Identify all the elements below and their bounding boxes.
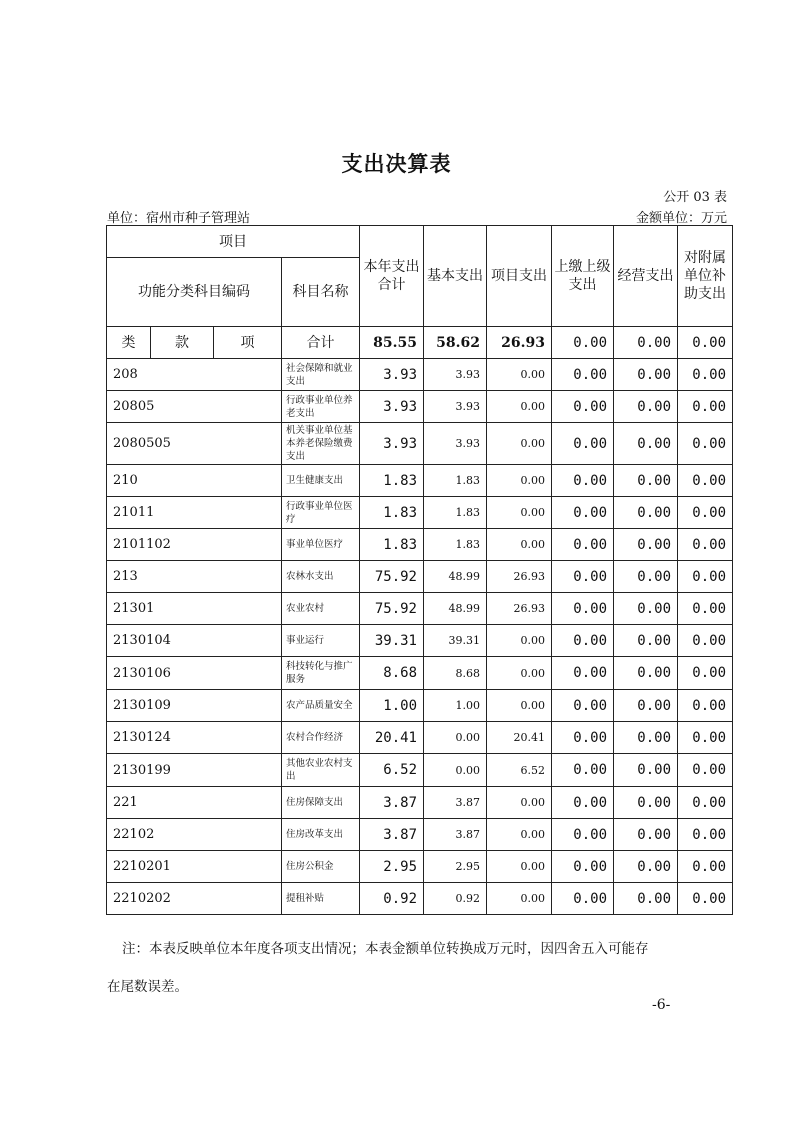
table-row <box>107 423 733 465</box>
form-code: 公开 03 表 <box>663 190 727 205</box>
row-project: 0.00 <box>487 423 552 465</box>
row-upper: 0.00 <box>552 561 614 593</box>
header-project-expenditure: 项目支出 <box>487 226 552 327</box>
sum-label: 合计 <box>282 327 360 359</box>
row-upper: 0.00 <box>552 787 614 819</box>
table-row <box>107 787 733 819</box>
row-upper: 0.00 <box>552 722 614 754</box>
row-business: 0.00 <box>614 391 678 423</box>
row-basic: 1.00 <box>424 690 487 722</box>
header-kuan: 款 <box>151 327 214 359</box>
row-total: 39.31 <box>360 625 424 657</box>
amount-unit-label: 金额单位：万元 <box>635 211 727 226</box>
row-business: 0.00 <box>614 722 678 754</box>
row-subsidiary: 0.00 <box>678 754 733 787</box>
table-row <box>107 561 733 593</box>
row-subsidiary: 0.00 <box>678 851 733 883</box>
row-subject-name: 行政事业单位养老支出 <box>282 391 360 423</box>
row-subsidiary: 0.00 <box>678 657 733 690</box>
header-basic: 基本支出 <box>424 226 487 327</box>
note-line-1: 注：本表反映单位本年度各项支出情况；本表金额单位转换成万元时，因四舍五入可能存 <box>122 941 649 957</box>
table-row <box>107 593 733 625</box>
row-code: 221 <box>107 787 282 819</box>
row-code: 213 <box>107 561 282 593</box>
row-basic: 48.99 <box>424 593 487 625</box>
header-subsidiary: 对附属单位补助支出 <box>678 226 733 327</box>
row-subsidiary: 0.00 <box>678 690 733 722</box>
table-row <box>107 819 733 851</box>
table-row <box>107 657 733 690</box>
row-project: 0.00 <box>487 787 552 819</box>
row-subject-name: 其他农业农村支出 <box>282 754 360 787</box>
row-business: 0.00 <box>614 754 678 787</box>
row-total: 3.93 <box>360 423 424 465</box>
row-upper: 0.00 <box>552 529 614 561</box>
sum-business: 0.00 <box>614 327 678 359</box>
row-basic: 3.93 <box>424 423 487 465</box>
sum-basic: 58.62 <box>424 327 487 359</box>
row-subject-name: 农村合作经济 <box>282 722 360 754</box>
row-code: 2101102 <box>107 529 282 561</box>
row-basic: 0.00 <box>424 722 487 754</box>
row-subsidiary: 0.00 <box>678 722 733 754</box>
row-subject-name: 卫生健康支出 <box>282 465 360 497</box>
row-code: 2210201 <box>107 851 282 883</box>
table-row <box>107 690 733 722</box>
row-total: 3.93 <box>360 391 424 423</box>
row-upper: 0.00 <box>552 423 614 465</box>
row-business: 0.00 <box>614 787 678 819</box>
header-business: 经营支出 <box>614 226 678 327</box>
row-subsidiary: 0.00 <box>678 561 733 593</box>
row-code: 208 <box>107 359 282 391</box>
table-row <box>107 722 733 754</box>
row-code: 21301 <box>107 593 282 625</box>
row-basic: 3.93 <box>424 359 487 391</box>
row-code: 2130104 <box>107 625 282 657</box>
row-upper: 0.00 <box>552 359 614 391</box>
row-upper: 0.00 <box>552 851 614 883</box>
row-subject-name: 农业农村 <box>282 593 360 625</box>
row-subsidiary: 0.00 <box>678 497 733 529</box>
row-basic: 8.68 <box>424 657 487 690</box>
page-title: 支出决算表 <box>341 152 452 176</box>
header-total: 本年支出合计 <box>360 226 424 327</box>
row-project: 0.00 <box>487 819 552 851</box>
row-subsidiary: 0.00 <box>678 529 733 561</box>
row-project: 26.93 <box>487 593 552 625</box>
row-business: 0.00 <box>614 465 678 497</box>
row-business: 0.00 <box>614 819 678 851</box>
unit-label: 单位：宿州市种子管理站 <box>107 211 251 226</box>
table-row <box>107 529 733 561</box>
header-project: 项目 <box>107 226 360 258</box>
header-xiang: 项 <box>214 327 282 359</box>
row-code: 2130106 <box>107 657 282 690</box>
sum-subsidiary: 0.00 <box>678 327 733 359</box>
row-basic: 1.83 <box>424 529 487 561</box>
row-code: 210 <box>107 465 282 497</box>
row-code: 21011 <box>107 497 282 529</box>
row-subject-name: 农产品质量安全 <box>282 690 360 722</box>
row-upper: 0.00 <box>552 391 614 423</box>
table-row <box>107 625 733 657</box>
row-code: 2130124 <box>107 722 282 754</box>
row-subject-name: 农林水支出 <box>282 561 360 593</box>
sum-upper: 0.00 <box>552 327 614 359</box>
row-project: 0.00 <box>487 851 552 883</box>
row-business: 0.00 <box>614 561 678 593</box>
row-subsidiary: 0.00 <box>678 465 733 497</box>
row-subsidiary: 0.00 <box>678 625 733 657</box>
row-basic: 3.87 <box>424 787 487 819</box>
row-project: 0.00 <box>487 497 552 529</box>
row-subject-name: 机关事业单位基本养老保险缴费支出 <box>282 423 360 465</box>
row-upper: 0.00 <box>552 754 614 787</box>
row-upper: 0.00 <box>552 819 614 851</box>
row-upper: 0.00 <box>552 883 614 915</box>
table-row <box>107 497 733 529</box>
table-row <box>107 465 733 497</box>
row-project: 0.00 <box>487 883 552 915</box>
row-upper: 0.00 <box>552 497 614 529</box>
row-subject-name: 事业单位医疗 <box>282 529 360 561</box>
sum-total: 85.55 <box>360 327 424 359</box>
row-project: 6.52 <box>487 754 552 787</box>
row-project: 0.00 <box>487 625 552 657</box>
row-total: 1.00 <box>360 690 424 722</box>
expenditure-table <box>106 225 733 915</box>
row-basic: 1.83 <box>424 497 487 529</box>
row-subsidiary: 0.00 <box>678 883 733 915</box>
table-row <box>107 851 733 883</box>
row-subsidiary: 0.00 <box>678 787 733 819</box>
row-basic: 1.83 <box>424 465 487 497</box>
row-project: 0.00 <box>487 391 552 423</box>
row-project: 0.00 <box>487 359 552 391</box>
row-business: 0.00 <box>614 625 678 657</box>
row-code: 2080505 <box>107 423 282 465</box>
row-upper: 0.00 <box>552 690 614 722</box>
row-total: 1.83 <box>360 497 424 529</box>
row-total: 1.83 <box>360 529 424 561</box>
row-project: 0.00 <box>487 690 552 722</box>
row-project: 0.00 <box>487 465 552 497</box>
row-subject-name: 事业运行 <box>282 625 360 657</box>
row-business: 0.00 <box>614 593 678 625</box>
header-func-code: 功能分类科目编码 <box>107 258 282 327</box>
row-basic: 3.93 <box>424 391 487 423</box>
row-subsidiary: 0.00 <box>678 391 733 423</box>
row-total: 1.83 <box>360 465 424 497</box>
row-upper: 0.00 <box>552 465 614 497</box>
row-total: 8.68 <box>360 657 424 690</box>
row-business: 0.00 <box>614 883 678 915</box>
row-subject-name: 行政事业单位医疗 <box>282 497 360 529</box>
row-project: 0.00 <box>487 657 552 690</box>
row-subject-name: 住房改革支出 <box>282 819 360 851</box>
header-subject-name: 科目名称 <box>282 258 360 327</box>
note-line-2: 在尾数误差。 <box>107 979 188 995</box>
table-row <box>107 359 733 391</box>
row-subsidiary: 0.00 <box>678 423 733 465</box>
row-total: 3.93 <box>360 359 424 391</box>
row-subject-name: 社会保障和就业支出 <box>282 359 360 391</box>
row-upper: 0.00 <box>552 625 614 657</box>
row-business: 0.00 <box>614 690 678 722</box>
row-business: 0.00 <box>614 359 678 391</box>
header-lei: 类 <box>107 327 151 359</box>
header-upper: 上缴上级支出 <box>552 226 614 327</box>
row-basic: 0.92 <box>424 883 487 915</box>
row-subsidiary: 0.00 <box>678 819 733 851</box>
row-subject-name: 提租补贴 <box>282 883 360 915</box>
row-subsidiary: 0.00 <box>678 593 733 625</box>
row-basic: 48.99 <box>424 561 487 593</box>
row-business: 0.00 <box>614 851 678 883</box>
row-total: 6.52 <box>360 754 424 787</box>
row-total: 20.41 <box>360 722 424 754</box>
row-code: 2130199 <box>107 754 282 787</box>
row-basic: 3.87 <box>424 819 487 851</box>
row-code: 20805 <box>107 391 282 423</box>
row-business: 0.00 <box>614 423 678 465</box>
table-row <box>107 754 733 787</box>
row-upper: 0.00 <box>552 657 614 690</box>
row-code: 2210202 <box>107 883 282 915</box>
row-total: 3.87 <box>360 787 424 819</box>
row-subsidiary: 0.00 <box>678 359 733 391</box>
table-row <box>107 883 733 915</box>
row-basic: 2.95 <box>424 851 487 883</box>
row-total: 75.92 <box>360 561 424 593</box>
row-subject-name: 科技转化与推广服务 <box>282 657 360 690</box>
row-basic: 0.00 <box>424 754 487 787</box>
row-code: 2130109 <box>107 690 282 722</box>
row-business: 0.00 <box>614 529 678 561</box>
row-project: 20.41 <box>487 722 552 754</box>
row-upper: 0.00 <box>552 593 614 625</box>
page-number: -6- <box>652 997 671 1013</box>
row-business: 0.00 <box>614 497 678 529</box>
row-business: 0.00 <box>614 657 678 690</box>
row-project: 26.93 <box>487 561 552 593</box>
row-total: 3.87 <box>360 819 424 851</box>
row-subject-name: 住房公积金 <box>282 851 360 883</box>
row-subject-name: 住房保障支出 <box>282 787 360 819</box>
row-total: 0.92 <box>360 883 424 915</box>
row-code: 22102 <box>107 819 282 851</box>
sum-project: 26.93 <box>487 327 552 359</box>
row-project: 0.00 <box>487 529 552 561</box>
row-basic: 39.31 <box>424 625 487 657</box>
table-row <box>107 391 733 423</box>
row-total: 75.92 <box>360 593 424 625</box>
row-total: 2.95 <box>360 851 424 883</box>
